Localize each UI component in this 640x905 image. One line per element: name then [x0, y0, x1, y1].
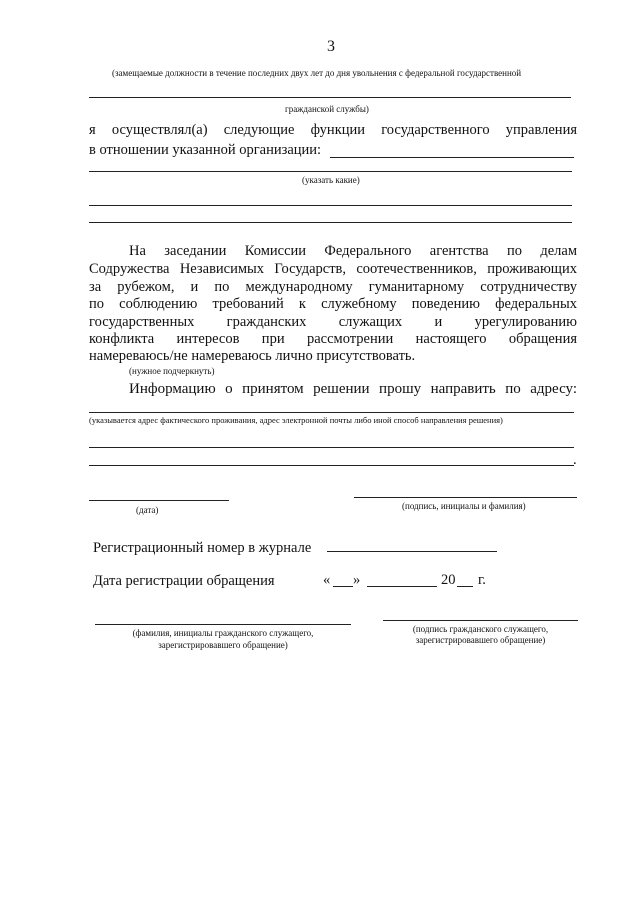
functions-line-1: я осуществлял(а) следующие функции государственного управления [89, 122, 577, 138]
address-end-mark: . [573, 452, 577, 468]
signature-caption: (подпись, инициалы и фамилия) [402, 501, 526, 511]
employee-sign-caption-2: зарегистрировавшего обращение) [415, 635, 546, 645]
address-caption: (указывается адрес фактического проживания, адрес электронной почты либо иной способ направления решения) [89, 415, 503, 425]
address-request: Информацию о принятом решении прошу направить по адресу: [129, 381, 577, 397]
employee-signature-line [383, 620, 578, 621]
commission-line-4: по соблюдению требований к служебному поведению федеральных [89, 296, 577, 312]
blank-line-2 [89, 222, 572, 223]
registration-number-line [327, 551, 497, 552]
month-line [367, 586, 437, 587]
underline-note: (нужное подчеркнуть) [129, 366, 215, 376]
day-line [333, 586, 353, 587]
commission-line-1: На заседании Комиссии Федерального агентства по делам [129, 243, 577, 259]
date-quote-close: » [353, 572, 361, 588]
employee-sign-caption-1: (подпись гражданского служащего, [412, 624, 549, 634]
date-line [89, 500, 229, 501]
signature-line [354, 497, 577, 498]
blank-line-1 [89, 205, 572, 206]
functions-caption: (указать какие) [302, 175, 360, 185]
commission-line-3: за рубежом, и по международному гуманитарному сотрудничеству [89, 279, 577, 295]
address-blank-line-1 [89, 447, 574, 448]
year-prefix: 20 [441, 572, 456, 588]
date-quote-open: « [323, 572, 331, 588]
position-caption-bottom: гражданской службы) [285, 104, 369, 114]
year-suffix: г. [478, 572, 486, 588]
year-line [457, 586, 473, 587]
date-caption: (дата) [136, 505, 159, 515]
employee-name-line [95, 624, 351, 625]
functions-line-extra [89, 171, 572, 172]
commission-last-line: намереваюсь/не намереваюсь лично присутствовать. [89, 348, 416, 364]
organization-functions-line [330, 157, 574, 158]
address-line [89, 412, 574, 413]
commission-line-6: конфликта интересов при рассмотрении настоящего обращения [89, 331, 577, 347]
functions-line-2: в отношении указанной организации: [89, 142, 322, 158]
commission-line-5: государственных гражданских служащих и урегулированию [89, 314, 577, 330]
employee-name-caption-2: зарегистрировавшего обращение) [158, 640, 288, 650]
position-caption-top: (замещаемые должности в течение последних двух лет до дня увольнения с федеральной государственной [112, 68, 522, 78]
page-number: 3 [327, 38, 335, 55]
registration-date-label: Дата регистрации обращения [93, 573, 275, 589]
employee-name-caption-1: (фамилия, инициалы гражданского служащего, [132, 628, 314, 638]
registration-number-label: Регистрационный номер в журнале [93, 540, 312, 556]
address-blank-line-2 [89, 465, 574, 466]
position-line [89, 97, 571, 98]
commission-line-2: Содружества Независимых Государств, соотечественников, проживающих [89, 261, 577, 277]
